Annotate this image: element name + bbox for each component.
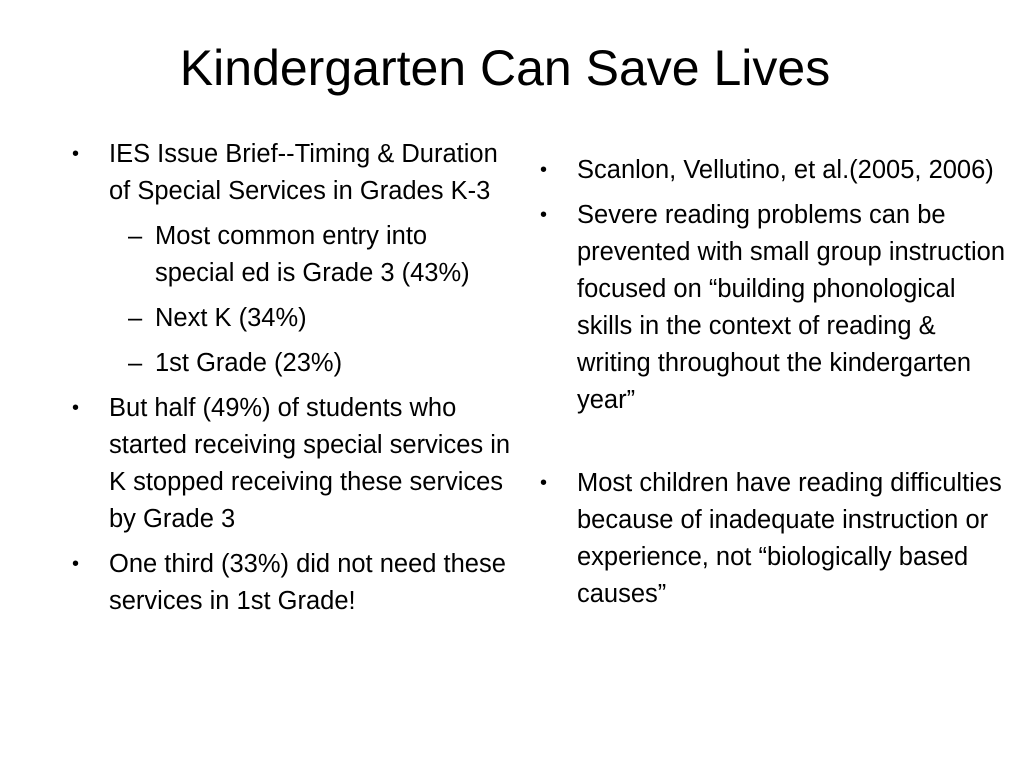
left-column (72, 136, 512, 628)
list-item-text: Most children have reading difficulties because of inadequate instruction or experience, not “biologically based causes” (577, 469, 1002, 608)
bullet-icon: • (540, 159, 548, 181)
list-item-text: But half (49%) of students who started receiving special services in K stopped receiving these services by Grade 3 (109, 394, 511, 533)
sub-list-item (72, 300, 512, 337)
list-item (72, 390, 512, 538)
list-item-text: IES Issue Brief--Timing & Duration of Special Services in Grades K-3 (109, 140, 498, 205)
list-item (540, 152, 1010, 189)
dash-icon: – (128, 349, 143, 377)
list-item (72, 546, 512, 620)
sub-list-item (72, 218, 512, 292)
right-bullet-list (540, 152, 1010, 613)
list-item-text: Severe reading problems can be prevented with small group instruction focused on “building phonological skills in the context of reading & writing throughout the kindergarten year” (577, 201, 1006, 414)
sub-list-item-text: Most common entry into special ed is Grade 3 (43%) (155, 222, 470, 287)
bullet-icon: • (72, 553, 80, 575)
right-column (540, 152, 1010, 621)
bullet-icon: • (72, 143, 80, 165)
bullet-icon: • (540, 472, 548, 494)
dash-icon: – (128, 304, 143, 332)
list-item-text: Scanlon, Vellutino, et al.(2005, 2006) (577, 156, 994, 184)
bullet-icon: • (72, 397, 80, 419)
list-item (540, 465, 1010, 613)
left-bullet-list (72, 136, 512, 620)
list-item-text: One third (33%) did not need these services in 1st Grade! (109, 550, 506, 615)
sub-list-item-text: 1st Grade (23%) (155, 349, 343, 377)
sub-list-item (72, 345, 512, 382)
bullet-icon: • (540, 204, 548, 226)
list-item (540, 197, 1010, 419)
slide-title: Kindergarten Can Save Lives (179, 40, 831, 96)
sub-list-item-text: Next K (34%) (155, 304, 307, 332)
list-item (72, 136, 512, 210)
dash-icon: – (128, 222, 143, 250)
